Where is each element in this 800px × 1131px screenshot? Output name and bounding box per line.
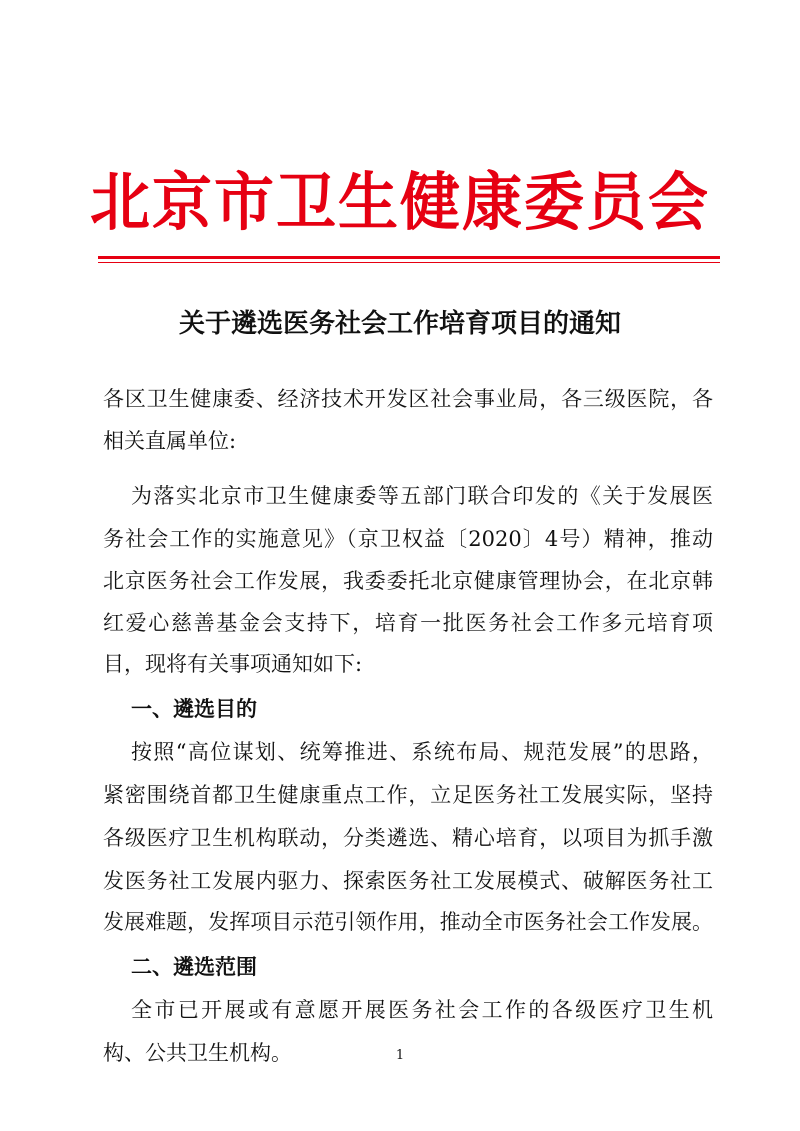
section-line: 全市已开展或有意愿开展医务社会工作的各级医疗卫生机: [131, 998, 713, 1022]
section-heading: 二、遴选范围: [131, 955, 257, 979]
intro-line: 北京医务社会工作发展，我委委托北京健康管理协会，在北京韩: [103, 569, 713, 593]
section-line: 发展难题，发挥项目示范引领作用，推动全市医务社会工作发展。: [103, 910, 713, 934]
section-heading: 一、遴选目的: [131, 697, 257, 721]
intro-line: 目，现将有关事项通知如下:: [103, 652, 363, 676]
salutation-line: 相关直属单位:: [103, 429, 237, 453]
intro-line: 务社会工作的实施意见》（京卫权益〔2020〕4号）精神，推动: [103, 527, 713, 551]
masthead-rule-thick: [98, 256, 720, 259]
section-line: 各级医疗卫生机构联动，分类遴选、精心培育，以项目为抓手激: [103, 826, 713, 850]
section-line: 发医务社工发展内驱力、探索医务社工发展模式、破解医务社工: [103, 869, 713, 893]
section-line: 按照“高位谋划、统筹推进、系统布局、规范发展”的思路，: [131, 740, 713, 764]
section-line: 紧密围绕首都卫生健康重点工作，立足医务社工发展实际，坚持: [103, 783, 713, 807]
salutation-line: 各区卫生健康委、经济技术开发区社会事业局，各三级医院，各: [103, 387, 713, 411]
masthead-rule-thin: [98, 262, 720, 263]
masthead: 北京市卫生健康委员会: [90, 166, 710, 240]
intro-line: 红爱心慈善基金会支持下，培育一批医务社会工作多元培育项: [103, 611, 713, 635]
page-number: 1: [395, 1048, 405, 1063]
document-title: 关于遴选医务社会工作培育项目的通知: [178, 309, 621, 339]
intro-line: 为落实北京市卫生健康委等五部门联合印发的《关于发展医: [131, 484, 713, 508]
section-line: 构、公共卫生机构。: [103, 1041, 292, 1065]
